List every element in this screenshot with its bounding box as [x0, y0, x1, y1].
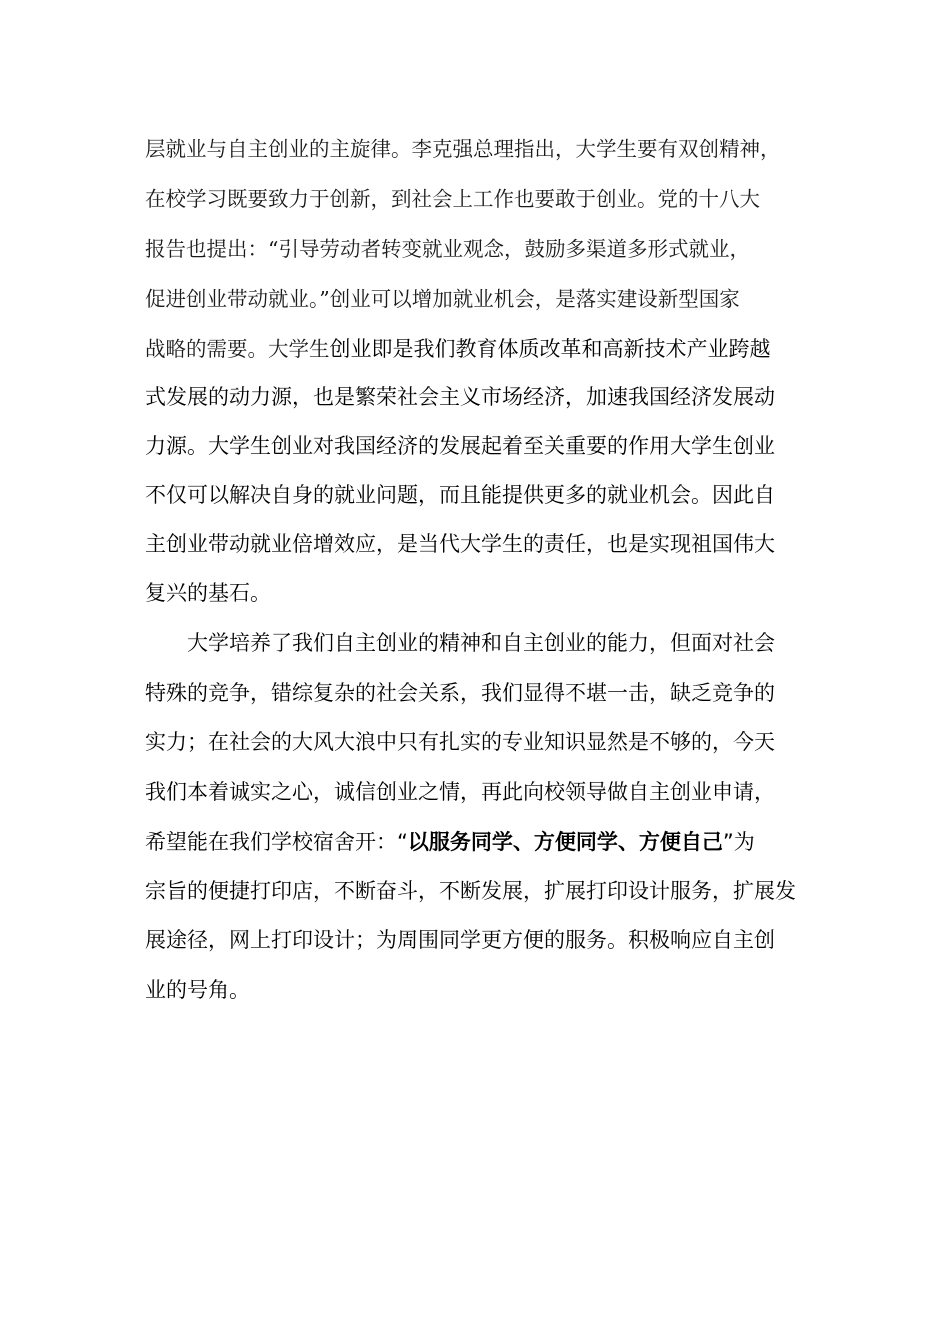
paragraph-1-line-7: 力源。大学生创业对我国经济的发展起着至关重要的作用大学生创业	[145, 434, 775, 458]
paragraph-1-line-4: 促进创业带动就业。”创业可以增加就业机会，是落实建设新型国家	[145, 287, 740, 311]
paragraph-1-line-9: 主创业带动就业倍增效应，是当代大学生的责任，也是实现祖国伟大	[145, 532, 775, 556]
paragraph-2-line-5-part-a: 希望能在我们学校宿舍开：“	[145, 830, 408, 854]
paragraph-2-line-8: 业的号角。	[145, 978, 250, 1002]
paragraph-1-line-6: 式发展的动力源，也是繁荣社会主义市场经济，加速我国经济发展动	[145, 385, 775, 409]
paragraph-2-line-7: 展途径，网上打印设计；为周围同学更方便的服务。积极响应自主创	[145, 928, 775, 952]
paragraph-2-line-1: 大学培养了我们自主创业的精神和自主创业的能力，但面对社会	[187, 631, 775, 655]
paragraph-2-line-4: 我们本着诚实之心，诚信创业之情，再此向校领导做自主创业申请，	[145, 780, 775, 804]
paragraph-2-line-5-part-c: ”为	[722, 830, 755, 854]
paragraph-2-line-2: 特殊的竞争，错综复杂的社会关系，我们显得不堪一击，缺乏竞争的	[145, 681, 775, 705]
paragraph-1-line-3: 报告也提出：“引导劳动者转变就业观念，鼓励多渠道多形式就业，	[145, 237, 750, 261]
paragraph-1-line-5	[145, 336, 771, 362]
paragraph-1-line-1: 层就业与自主创业的主旋律。李克强总理指出，大学生要有双创精神，	[145, 137, 781, 161]
paragraph-2-line-5	[145, 829, 755, 855]
paragraph-1-line-5-part-a: 战略的需要。大学生	[145, 337, 330, 361]
paragraph-2-line-6: 宗旨的便捷打印店，不断奋斗，不断发展，扩展打印设计服务，扩展发	[145, 879, 796, 903]
paragraph-1-line-5-part-b: 创业即是我们教育体质改革和高新技术产业跨越	[329, 337, 771, 361]
paragraph-1-line-2: 在校学习既要致力于创新，到社会上工作也要敢于创业。党的十八大	[145, 187, 760, 211]
paragraph-1-line-10: 复兴的基石。	[145, 581, 271, 605]
paragraph-1-line-8: 不仅可以解决自身的就业问题，而且能提供更多的就业机会。因此自	[145, 483, 775, 507]
slogan-text: 以服务同学、方便同学、方便自己	[407, 829, 723, 854]
paragraph-2-line-3: 实力；在社会的大风大浪中只有扎实的专业知识显然是不够的，今天	[145, 730, 775, 754]
